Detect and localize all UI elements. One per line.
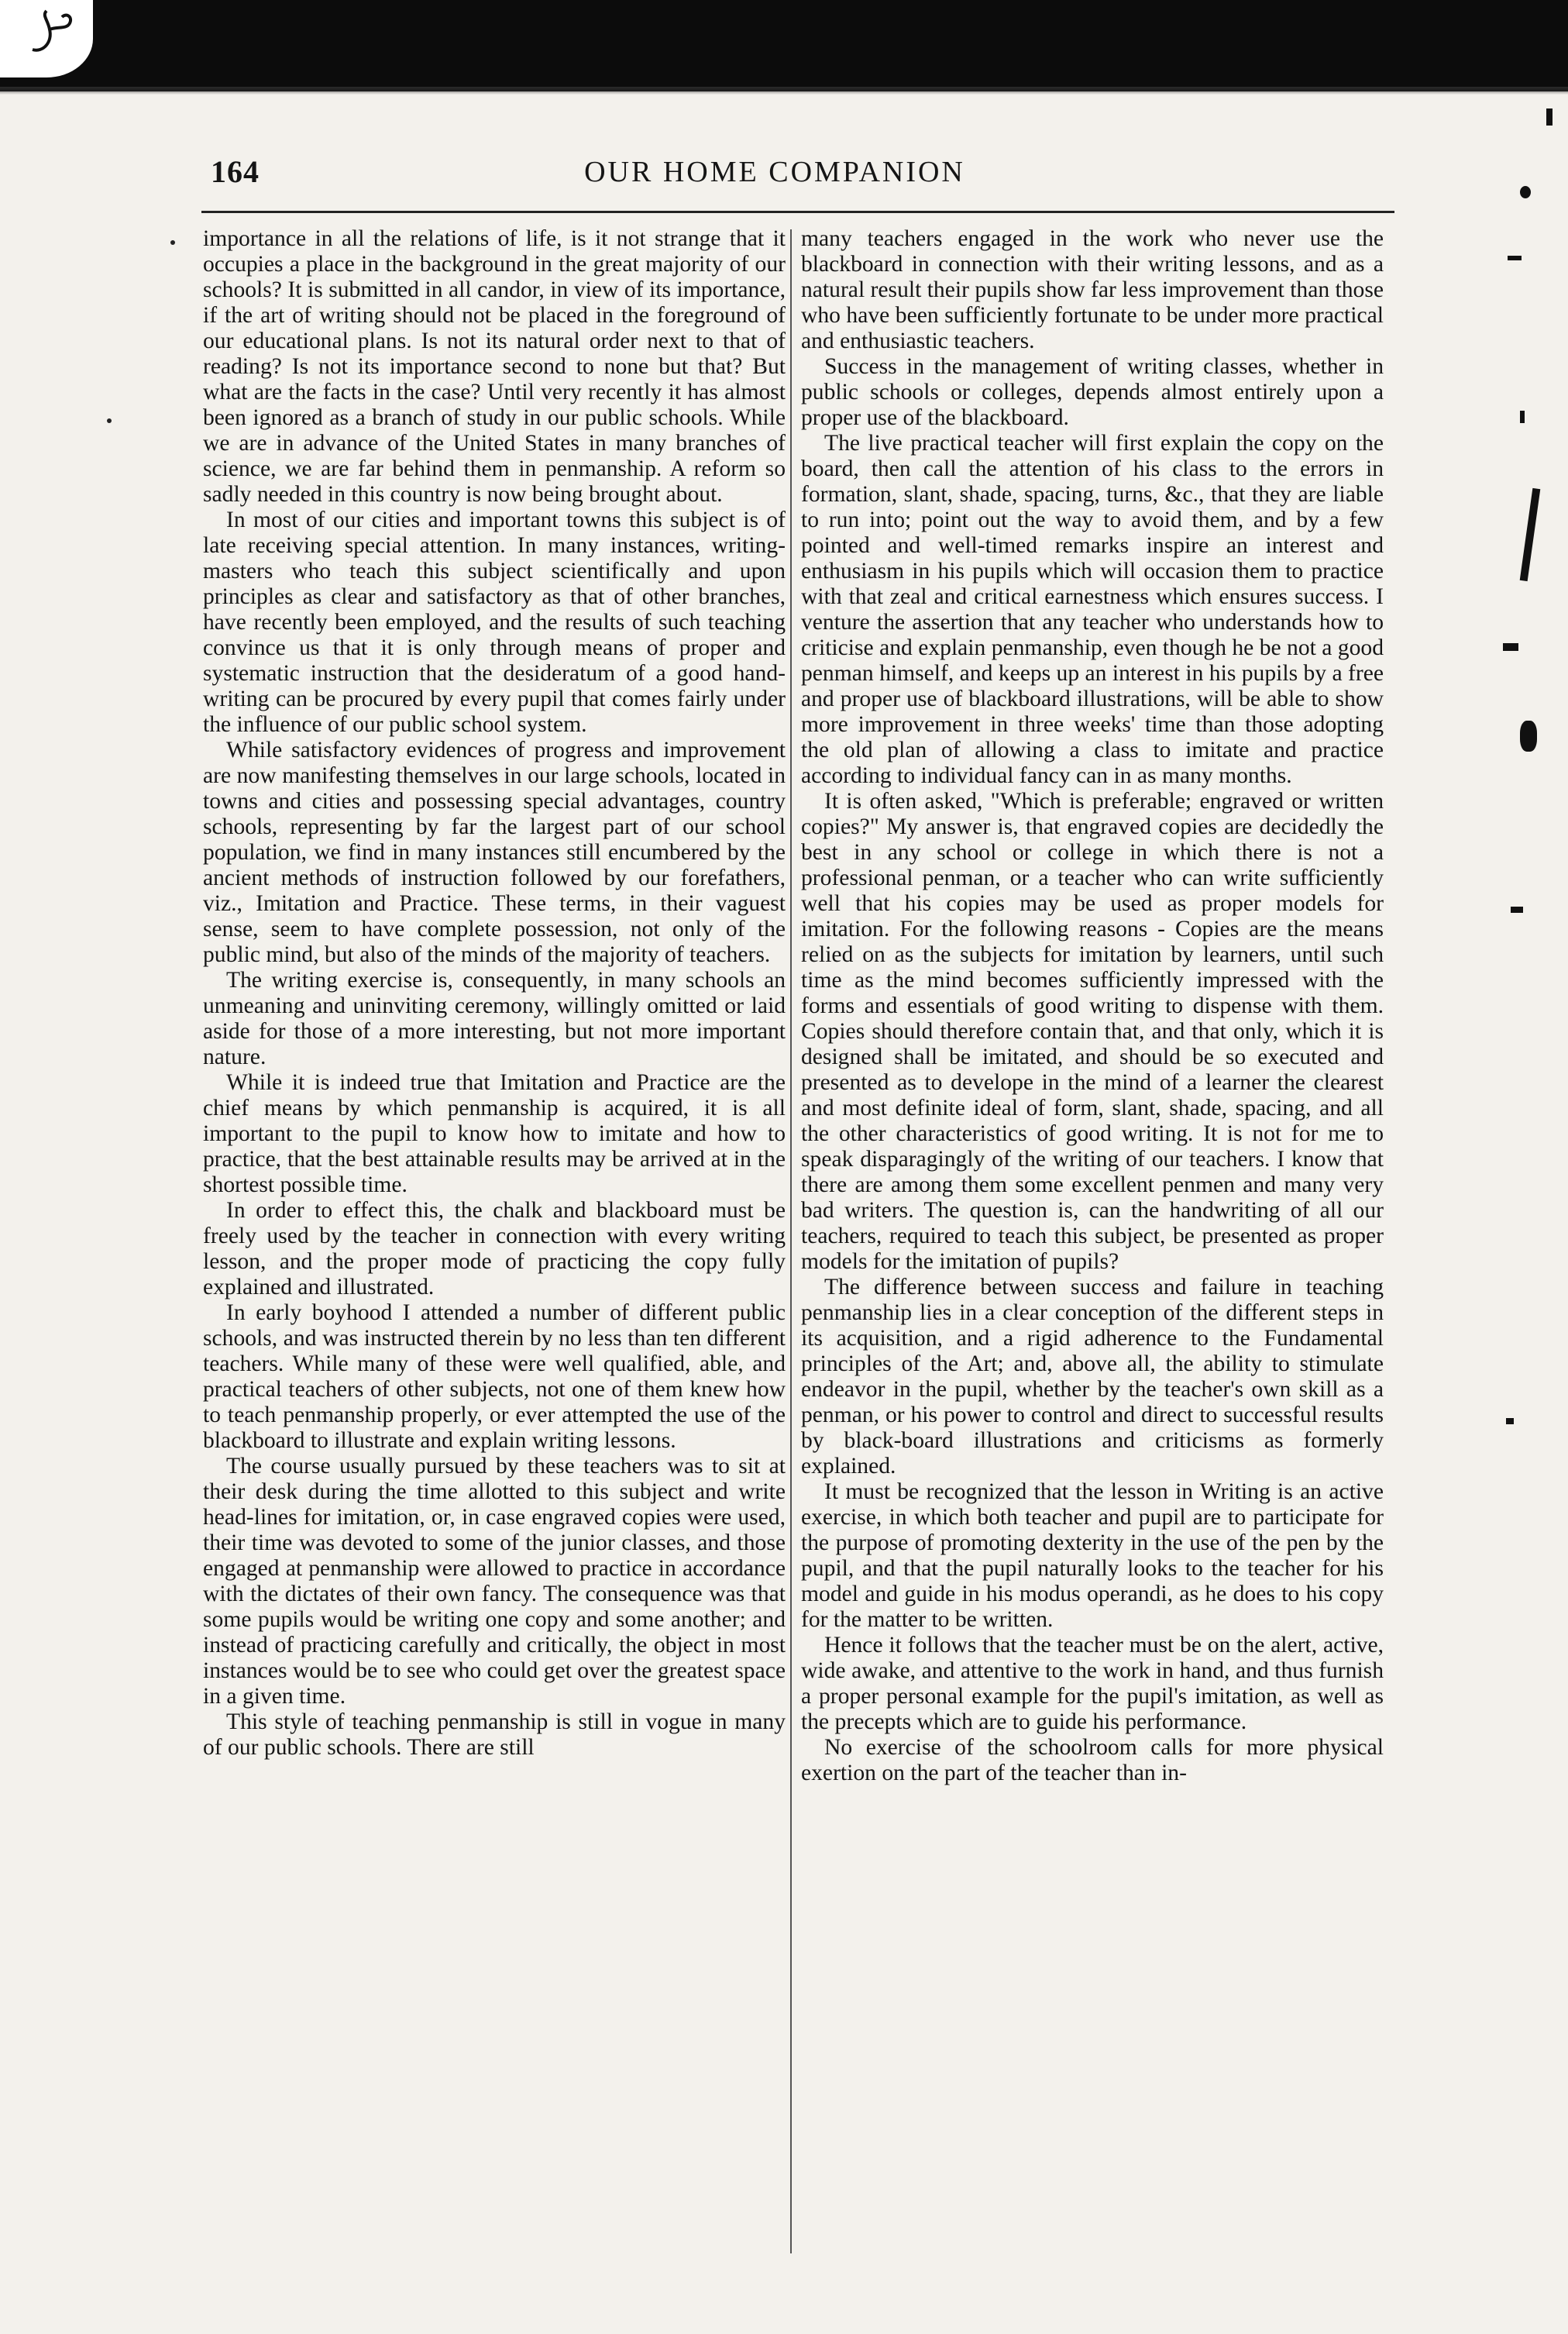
margin-speck [107, 418, 112, 423]
margin-speck [1520, 721, 1537, 752]
margin-speck [1520, 411, 1525, 423]
margin-speck [1520, 186, 1531, 198]
paragraph: Hence it follows that the teacher must be on the alert, active, wide awake, and attentive to the work in hand, and thus furnish a proper personal example for the pupil's imitation, as well as the precepts which are to guide his performance. [801, 1633, 1384, 1734]
scan-top-band [0, 0, 1568, 91]
paragraph: This style of teaching penmanship is still in vogue in many of our public schools. There are still [203, 1709, 786, 1760]
column-rule [790, 229, 792, 2253]
margin-speck [170, 240, 175, 245]
paragraph: While it is indeed true that Imitation and Practice are the chief means by which penmanship is acquired, it is all important to the pupil to know how to imitate and how to practice, that the best attainable results may be arrived at in the shortest possible time. [203, 1070, 786, 1197]
paragraph: It must be recognized that the lesson in Writing is an active exercise, in which both teacher and pupil are to participate for the purpose of promoting dexterity in the use of the pen by the pupil, and that the pupil naturally looks to the teacher for his model and guide in his modus operandi, as he does to his copy for the matter to be written. [801, 1479, 1384, 1632]
page-number: 164 [211, 154, 260, 189]
paragraph: The course usually pursued by these teachers was to sit at their desk during the time allotted to this subject and write head-lines for imitation, or, in case engraved copies were used, their time was devoted to some of the junior classes, and those engaged at penmanship were allowed to practice in accordance with the dictates of their own fancy. The consequence was that some pupils would be writing one copy and some another; and instead of practicing carefully and critically, the object in most instances would be to see who could get over the greatest space in a given time. [203, 1454, 786, 1709]
header-rule [201, 211, 1394, 213]
right-column [801, 226, 1384, 1786]
margin-speck [1520, 488, 1541, 581]
scan-band-shadow [0, 87, 1568, 95]
paragraph: many teachers engaged in the work who never use the blackboard in connection with their writing lessons, and as a natural result their pupils show far less improvement than those who have been sufficiently fortunate to be under more practical and enthusiastic teachers. [801, 226, 1384, 353]
paragraph: In order to effect this, the chalk and blackboard must be freely used by the teacher in connection with every writing lesson, and the proper mode of practicing the copy fully explained and illustrated. [203, 1198, 786, 1300]
right-margin-marks [1460, 101, 1568, 2115]
paragraph: The writing exercise is, consequently, in many schools an unmeaning and uninviting ceremony, willingly omitted or laid aside for those of a more interesting, but not more important nature. [203, 968, 786, 1069]
paragraph: It is often asked, "Which is preferable; engraved or written copies?" My answer is, that engraved copies are decidedly the best in any school or college in which there is not a professional penman, or a teacher who can write sufficiently well that his copies may be used as proper models for imitation. For the following reasons - Copies are the means relied on as the subjects for imitation by learners, until such time as the mind becomes sufficiently impressed with the forms and essentials of good writing to dispense with them. Copies should therefore contain that, and that only, which it is designed shall be imitated, and should be so executed and presented as to develope in the mind of a learner the clearest and most definite ideal of form, slant, shade, spacing, and all the other characteristics of good writing. It is not for me to speak disparagingly of the writing of our teachers. I know that there are among them some excellent penmen and many very bad writers. The question is, can the handwriting of all our teachers, required to teach this subject, be presented as proper models for the imitation of pupils? [801, 789, 1384, 1274]
paragraph: In most of our cities and important towns this subject is of late receiving special attention. In many instances, writing-masters who teach this subject scientifically and upon principles as clear and satisfactory as that of other branches, have recently been employed, and the results of such teaching convince us that it is only through means of proper and systematic instruction that the desideratum of a good hand-writing can be procured by every pupil that comes fairly under the influence of our public school system. [203, 508, 786, 737]
margin-speck [1506, 1418, 1514, 1424]
paragraph: The live practical teacher will first explain the copy on the board, then call the attention of his class to the errors in formation, slant, shade, spacing, turns, &c., that they are liable to run into; point out the way to avoid them, and by a few pointed and well-timed remarks inspire an interest and enthusiasm in his pupils which will occasion them to practice with that zeal and critical earnestness which ensures success. I venture the assertion that any teacher who understands how to criticise and explain penmanship, even though he be not a good penman himself, and keeps up an interest in his pupils by a free and proper use of blackboard illustrations, will be able to show more improvement in three weeks' time than those adopting the old plan of allowing a class to imitate and practice according to individual fancy can in as many months. [801, 431, 1384, 788]
paragraph: In early boyhood I attended a number of different public schools, and was instructed therein by no less than ten different teachers. While many of these were well qualified, able, and practical teachers of other subjects, not one of them knew how to teach penmanship properly, or ever attempted the use of the blackboard to illustrate and explain writing lessons. [203, 1300, 786, 1453]
paragraph: The difference between success and failure in teaching penmanship lies in a clear conception of the different steps in its acquisition, and a rigid adherence to the Fundamental principles of the Art; and, above all, the ability to stimulate endeavor in the pupil, whether by the teacher's own skill as a penman, or his power to control and direct to successful results by black-board illustrations and criticisms as formerly explained. [801, 1275, 1384, 1479]
left-column [203, 226, 786, 1761]
margin-speck [1546, 108, 1553, 126]
margin-speck [1508, 256, 1522, 260]
running-head: OUR HOME COMPANION [584, 156, 965, 188]
paragraph: importance in all the relations of life, is it not strange that it occupies a place in the background in the great majority of our schools? It is submitted in all candor, in view of its importance, if the art of writing should not be placed in the foreground of our educational plans. Is not its natural order next to that of reading? Is not its importance second to none but that? But what are the facts in the case? Until very recently it has almost been ignored as a branch of study in our public schools. While we are in advance of the United States in many branches of science, we are far behind them in penmanship. A reform so sadly needed in this country is now being brought about. [203, 226, 786, 507]
margin-speck [1503, 643, 1518, 651]
paragraph: No exercise of the schoolroom calls for more physical exertion on the part of the teacher than in- [801, 1735, 1384, 1785]
paragraph: Success in the management of writing classes, whether in public schools or colleges, depends almost entirely upon a proper use of the blackboard. [801, 354, 1384, 430]
scan-corner-notch [0, 0, 93, 77]
paragraph: While satisfactory evidences of progress and improvement are now manifesting themselves in our large schools, located in towns and cities and possessing special advantages, country schools, representing by far the largest part of our school population, we find in many instances still encumbered by the ancient methods of instruction followed by our forefathers, viz., Imitation and Practice. These terms, in their vaguest sense, seem to have complete possession, not only of the public mind, but also of the minds of the majority of teachers. [203, 738, 786, 967]
pen-mark-icon [26, 6, 81, 56]
margin-speck [1511, 907, 1523, 913]
